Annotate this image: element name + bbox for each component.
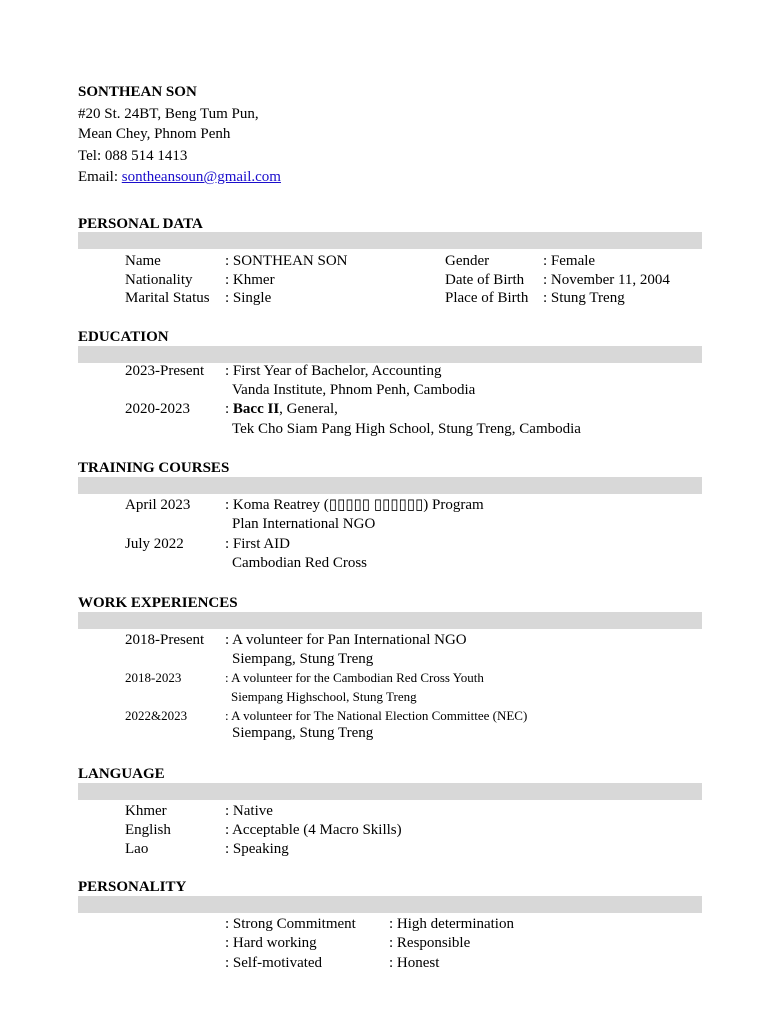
- personal-value-gender: : Female: [543, 253, 596, 269]
- section-bar-education: [78, 346, 702, 363]
- education-period: 2020-2023: [125, 401, 190, 417]
- language-name: Lao: [125, 841, 149, 857]
- applicant-name: SONTHEAN SON: [78, 84, 197, 100]
- phone: Tel: 088 514 1413: [78, 148, 188, 164]
- work-line1: : A volunteer for The National Election Committee (NEC): [225, 708, 528, 723]
- training-line2: Plan International NGO: [232, 516, 376, 532]
- personality-trait: : Responsible: [389, 935, 471, 951]
- training-line1: : Koma Reatrey (▯▯▯▯▯ ▯▯▯▯▯▯) Program: [225, 497, 484, 513]
- section-title-personality: PERSONALITY: [78, 879, 187, 895]
- work-line2: Siempang, Stung Treng: [232, 651, 374, 667]
- address-line-2: Mean Chey, Phnom Penh: [78, 126, 231, 142]
- education-line1: [225, 400, 338, 418]
- section-bar-language: [78, 783, 702, 800]
- personal-value-marital-status: : Single: [225, 290, 272, 306]
- personal-label-marital-status: Marital Status: [125, 290, 210, 306]
- personal-label-nationality: Nationality: [125, 272, 193, 288]
- section-title-language: LANGUAGE: [78, 766, 165, 782]
- personal-label-dob: Date of Birth: [445, 272, 525, 288]
- section-title-training: TRAINING COURSES: [78, 460, 230, 476]
- address-line-1: #20 St. 24BT, Beng Tum Pun,: [78, 106, 259, 122]
- personality-trait: : Strong Commitment: [225, 916, 356, 932]
- personal-value-nationality: : Khmer: [225, 272, 275, 288]
- language-name: Khmer: [125, 803, 167, 819]
- education-line2: Vanda Institute, Phnom Penh, Cambodia: [232, 382, 476, 398]
- section-bar-personal-data: [78, 232, 702, 249]
- section-bar-training: [78, 477, 702, 494]
- training-period: April 2023: [125, 497, 191, 513]
- training-line2: Cambodian Red Cross: [232, 555, 367, 571]
- work-period: 2022&2023: [125, 708, 188, 723]
- personal-label-gender: Gender: [445, 253, 490, 269]
- language-level: : Speaking: [225, 841, 289, 857]
- section-title-work: WORK EXPERIENCES: [78, 595, 238, 611]
- work-line1: : A volunteer for Pan International NGO: [225, 632, 467, 648]
- email-label: Email:: [78, 169, 122, 185]
- education-prefix: :: [225, 401, 233, 417]
- education-line2: Tek Cho Siam Pang High School, Stung Treng, Cambodia: [232, 421, 581, 437]
- education-period: 2023-Present: [125, 363, 205, 379]
- language-name: English: [125, 822, 171, 838]
- work-line2: Siempang Highschool, Stung Treng: [231, 689, 417, 704]
- training-line1: : First AID: [225, 536, 291, 552]
- language-level: : Acceptable (4 Macro Skills): [225, 822, 402, 838]
- email-line: [78, 168, 281, 186]
- language-level: : Native: [225, 803, 273, 819]
- work-period: 2018-2023: [125, 670, 182, 685]
- training-period: July 2022: [125, 536, 184, 552]
- section-bar-personality: [78, 896, 702, 913]
- personal-value-dob: : November 11, 2004: [543, 272, 670, 288]
- personality-trait: : Hard working: [225, 935, 317, 951]
- personal-label-pob: Place of Birth: [445, 290, 529, 306]
- work-line1: : A volunteer for the Cambodian Red Cross Youth: [225, 670, 484, 685]
- education-line1: : First Year of Bachelor, Accounting: [225, 363, 442, 379]
- personality-trait: : High determination: [389, 916, 514, 932]
- education-degree-rest: , General,: [279, 401, 338, 417]
- section-bar-work: [78, 612, 702, 629]
- personality-trait: : Self-motivated: [225, 955, 323, 971]
- work-period: 2018-Present: [125, 632, 205, 648]
- work-line2: Siempang, Stung Treng: [232, 725, 374, 741]
- personal-label-name: Name: [125, 253, 161, 269]
- personal-value-pob: : Stung Treng: [543, 290, 625, 306]
- education-degree: Bacc II: [232, 401, 280, 417]
- email-link[interactable]: sontheansoun@gmail.com: [121, 169, 281, 185]
- personality-trait: : Honest: [389, 955, 440, 971]
- section-title-personal-data: PERSONAL DATA: [78, 216, 203, 232]
- personal-value-name: : SONTHEAN SON: [225, 253, 348, 269]
- section-title-education: EDUCATION: [78, 329, 169, 345]
